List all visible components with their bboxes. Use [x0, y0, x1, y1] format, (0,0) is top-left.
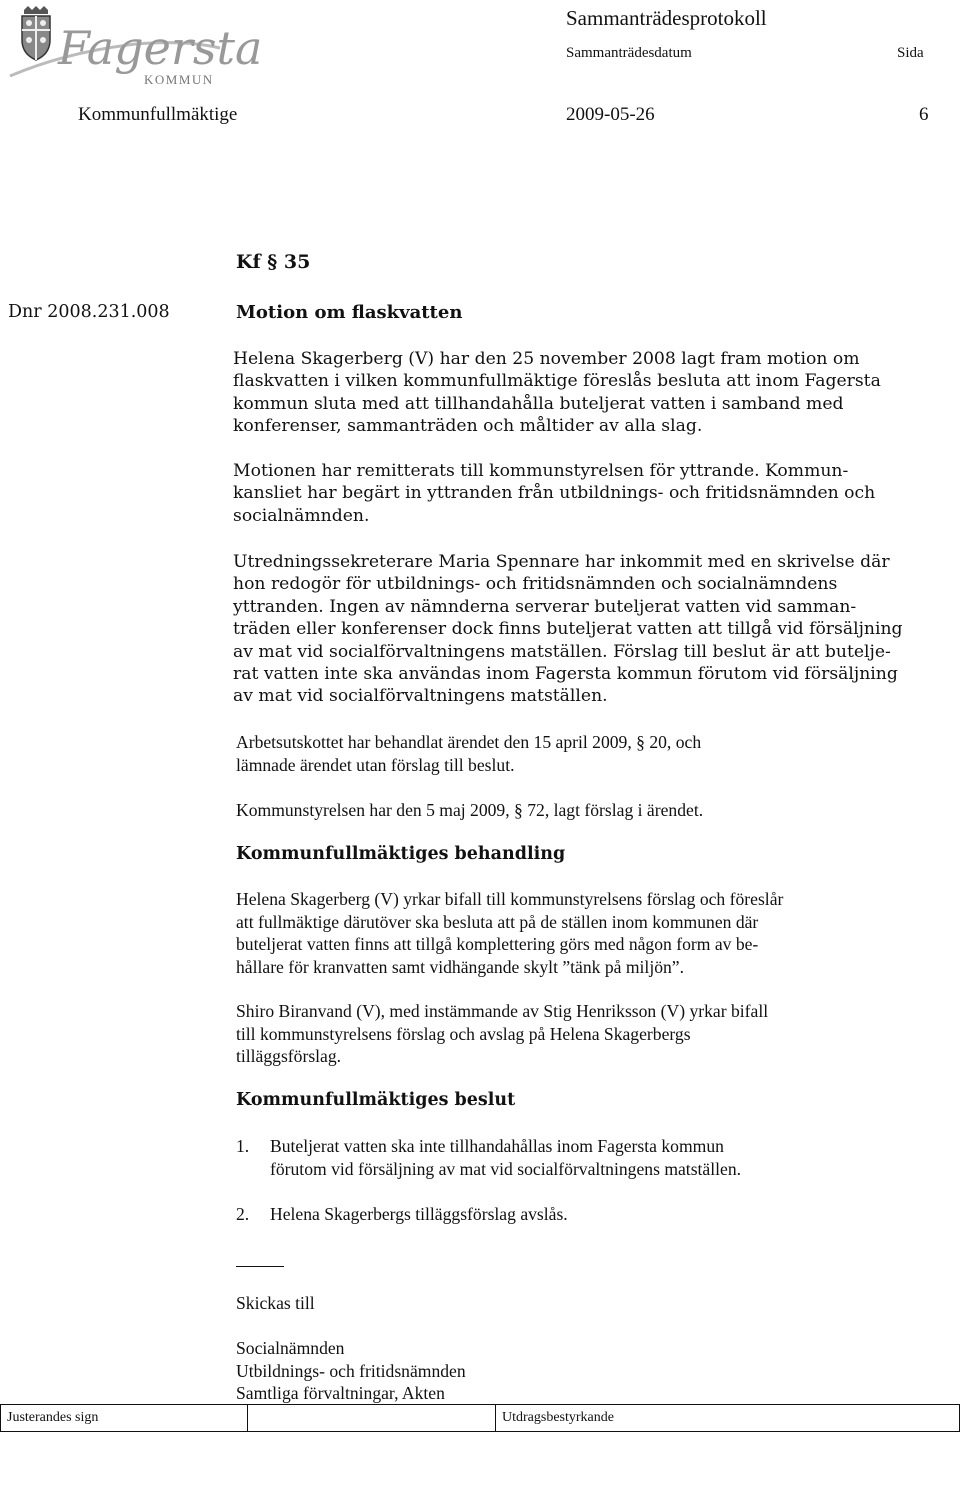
logo-wordmark: Fagersta — [58, 21, 263, 75]
list-item: Utbildnings- och fritidsnämnden — [236, 1360, 466, 1381]
heading-beslut: Kommunfullmäktiges beslut — [236, 1090, 516, 1110]
page-label: Sida — [897, 45, 924, 61]
list-item: Samtliga förvaltningar, Akten — [236, 1383, 445, 1404]
list-item — [236, 1135, 956, 1181]
date-label: Sammanträdesdatum — [566, 45, 692, 61]
document-type: Sammanträdesprotokoll — [566, 6, 767, 30]
fagersta-logo — [6, 4, 263, 87]
paragraph-motion: Helena Skagerberg (V) har den 25 november 2008 lagt fram motion om flaskvatten i vilken kommunfullmäktige föreslås besluta att inom Fagersta kommun sluta med att tillhandahålla buteljerat vatten i samband med konferenser, sammanträden och måltider av alla slag. — [233, 349, 881, 437]
list-item: Socialnämnden — [236, 1338, 345, 1358]
paragraph-utredning: Utredningssekreterare Maria Spennare har inkommit med en skrivelse där hon redogör för utbildnings- och fritidsnämnden och socialnämndens yttranden. Ingen av nämnderna serverar buteljerat vatten vid samman- träden eller konferenser dock finns buteljerat vatten att tillgå vid försäljning av mat vid socialförvaltningens matställen. Förslag till beslut är att butelje- rat vatten inte ska användas inom Fagersta kommun förutom vid försäljning av mat vid socialförvaltningens matställen. — [233, 552, 903, 707]
certification-cell — [495, 1404, 960, 1432]
justerandes-sign-label: Justerandes sign — [7, 1410, 99, 1425]
utdragsbestyrkande-label: Utdragsbestyrkande — [502, 1410, 614, 1425]
signature-cell — [0, 1404, 248, 1432]
municipal-coat-of-arms-icon — [22, 6, 50, 60]
list-item-number: 1. — [236, 1136, 250, 1156]
section-number: Kf § 35 — [236, 251, 311, 273]
meeting-body: Kommunfullmäktige — [78, 104, 238, 125]
page-number: 6 — [919, 104, 929, 125]
paragraph-arbetsutskott: Arbetsutskottet har behandlat ärendet den 15 april 2009, § 20, och lämnade ärendet utan förslag till beslut. — [236, 732, 702, 775]
list-item-number: 2. — [236, 1204, 250, 1224]
paragraph-behandling-1: Helena Skagerberg (V) yrkar bifall till kommunstyrelsens förslag och föreslår att fullmäktige därutöver ska besluta att på de ställen inom kommunen där buteljerat vatten finns att tillgå komplettering görs med någon form av be- hållare för kranvatten samt vidhängande skylt ”tänk på miljön”. — [236, 889, 784, 977]
diary-number: Dnr 2008.231.008 — [8, 302, 170, 322]
list-item — [236, 1203, 956, 1227]
paragraph-behandling-2: Shiro Biranvand (V), med instämmande av Stig Henriksson (V) yrkar bifall till kommunstyrelsens förslag och avslag på Helena Skagerbergs tilläggsförslag. — [236, 1001, 769, 1067]
list-item-text: Helena Skagerbergs tilläggsförslag avslås. — [270, 1204, 568, 1224]
list-item-text: Buteljerat vatten ska inte tillhandahållas inom Fagersta kommun förutom vid försäljning av mat vid socialförvaltningens matställen. — [270, 1136, 742, 1179]
heading-behandling: Kommunfullmäktiges behandling — [236, 844, 566, 864]
meeting-date: 2009-05-26 — [566, 104, 655, 125]
signature-footer — [0, 1404, 960, 1432]
logo-subtitle: KOMMUN — [144, 72, 214, 87]
case-title: Motion om flaskvatten — [236, 302, 463, 323]
separator-rule — [236, 1266, 284, 1267]
distribution-heading: Skickas till — [236, 1293, 315, 1313]
distribution-list — [236, 1337, 958, 1405]
paragraph-remiss: Motionen har remitterats till kommunstyrelsen för yttrande. Kommun- kansliet har begärt in yttranden från utbildnings- och fritidsnämnden och socialnämnden. — [233, 461, 876, 526]
paragraph-kommunstyrelsen: Kommunstyrelsen har den 5 maj 2009, § 72, lagt förslag i ärendet. — [236, 800, 704, 820]
signature-cell — [247, 1404, 496, 1432]
